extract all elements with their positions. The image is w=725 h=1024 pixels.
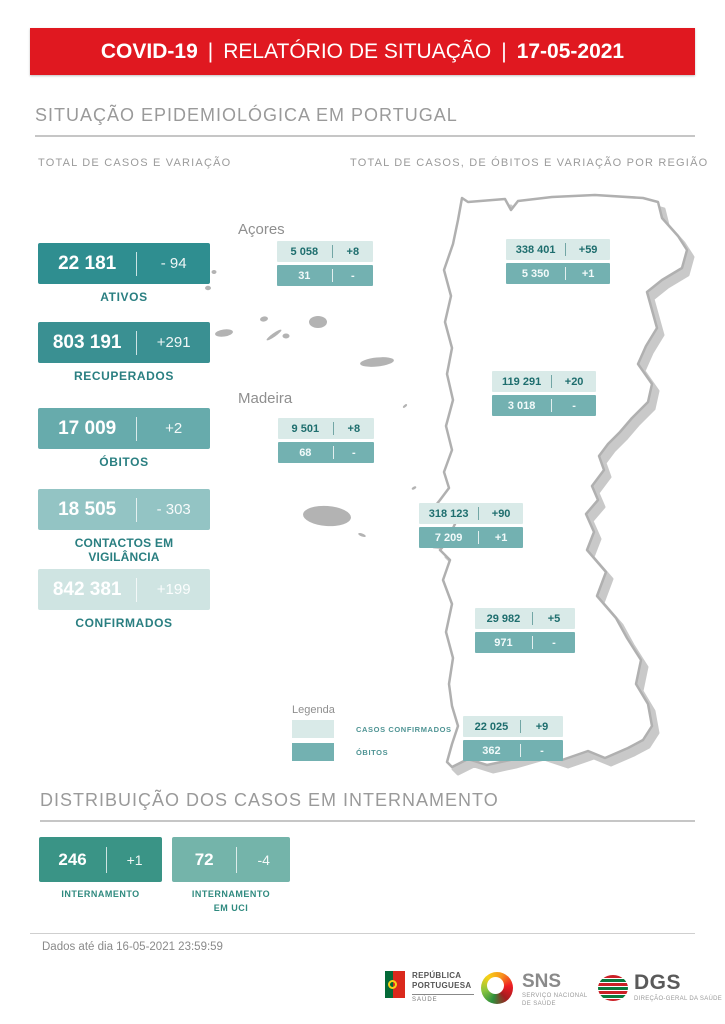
stat-label: CONFIRMADOS [75, 616, 173, 630]
stat-box [38, 569, 210, 610]
stat-variation: +1 [126, 851, 143, 868]
cases-value: 318 123 [428, 507, 469, 520]
stat-box [38, 322, 210, 363]
deaths-value: 3 018 [507, 399, 536, 412]
cases-variation: +90 [491, 507, 511, 520]
sns-sub [522, 993, 588, 1009]
cases-value: 338 401 [515, 243, 556, 256]
stat-label: ATIVOS [100, 290, 148, 304]
cases-variation: +8 [347, 422, 361, 435]
deaths-variation: - [540, 744, 544, 757]
totals-subtitle: TOTAL DE CASOS E VARIAÇÃO [38, 157, 232, 169]
report-title-banner [30, 28, 695, 75]
region-deaths-row [463, 740, 563, 761]
stat-box [39, 837, 162, 882]
deaths-value: 971 [494, 636, 513, 649]
stat-variation: +2 [165, 420, 183, 437]
region-deaths-row [492, 395, 596, 416]
sns-logo-text [522, 972, 588, 1009]
data-cutoff-note: Dados até dia 16-05-2021 23:59:59 [42, 941, 223, 953]
region-deaths-row [419, 527, 523, 548]
region-deaths-row [278, 442, 374, 463]
region-stats-alentejo [475, 608, 575, 656]
sns-sub-line1: SERVIÇO NACIONAL [522, 993, 588, 999]
deaths-variation: - [351, 446, 356, 459]
dgs-title: DGS [634, 971, 682, 994]
stat-label: ÓBITOS [99, 455, 149, 469]
cases-value: 22 025 [474, 720, 509, 733]
stat-internamento-uci [172, 837, 290, 915]
stat-label: CONTACTOS EM VIGILÂNCIA [74, 536, 174, 564]
cases-variation: +9 [535, 720, 549, 733]
deaths-variation: - [350, 269, 355, 282]
deaths-value: 68 [299, 446, 312, 459]
republica-sub: SAÚDE [412, 997, 438, 1003]
republica-logo-text [412, 971, 474, 1005]
deaths-variation: +1 [494, 531, 508, 544]
deaths-value: 362 [482, 744, 501, 757]
region-stats-centro [492, 371, 596, 419]
stat-label: RECUPERADOS [74, 369, 174, 383]
deaths-variation: - [572, 399, 576, 412]
sns-circle-icon [481, 972, 513, 1004]
banner-separator: | [501, 39, 507, 63]
stat-obitos [38, 408, 210, 469]
stat-value: 18 505 [58, 498, 117, 520]
region-cases-row [506, 239, 610, 260]
stat-value: 803 191 [52, 331, 122, 353]
dgs-logo [598, 972, 722, 1002]
confirmed-swatch-icon [292, 720, 334, 738]
stat-variation: -4 [257, 851, 270, 868]
stat-ativos [38, 243, 210, 304]
madeira-islands [302, 486, 416, 538]
stat-value: 246 [58, 849, 87, 869]
region-stats-algarve [463, 716, 563, 764]
azores-islands [205, 270, 408, 409]
stat-variation: - 94 [160, 255, 187, 272]
region-cases-row [278, 418, 374, 439]
legend-row-deaths [292, 743, 452, 761]
dgs-sub: DIREÇÃO-GERAL DA SAÚDE [634, 996, 723, 1002]
dgs-logo-text [634, 972, 722, 1002]
epidemiological-section-title: SITUAÇÃO EPIDEMIOLÓGICA EM PORTUGAL [35, 105, 695, 137]
region-deaths-row [475, 632, 575, 653]
cases-variation: +5 [547, 612, 561, 625]
region-cases-row [463, 716, 563, 737]
region-cases-row [475, 608, 575, 629]
portugal-flag-icon [385, 971, 405, 998]
stat-value: 22 181 [58, 252, 117, 274]
cases-value: 29 982 [486, 612, 521, 625]
dgs-emblem-icon [598, 975, 628, 1001]
legend-confirmed-label: CASOS CONFIRMADOS [356, 724, 452, 734]
logo-rule [412, 994, 474, 995]
republica-portuguesa-logo [385, 971, 474, 1005]
stat-box [38, 243, 210, 284]
stat-confirmados [38, 569, 210, 630]
legend-title: Legenda [292, 704, 335, 716]
stat-internamento [39, 837, 162, 902]
sns-sub-line2: DE SAÚDE [522, 1000, 556, 1007]
cases-variation: +20 [564, 375, 584, 388]
sns-logo [481, 972, 588, 1009]
azores-label: Açores [238, 221, 285, 238]
report-app-name: COVID-19 [100, 39, 198, 63]
stat-box [172, 837, 290, 882]
banner-separator: | [207, 39, 214, 63]
stat-contactos-vigilancia [38, 489, 210, 564]
region-cases-row [277, 241, 373, 262]
deaths-swatch-icon [292, 743, 334, 761]
map-legend [292, 704, 452, 766]
report-date: 17-05-2021 [516, 39, 625, 63]
regions-subtitle: TOTAL DE CASOS, DE ÓBITOS E VARIAÇÃO POR REGIÃO [350, 157, 709, 169]
region-cases-row [419, 503, 523, 524]
region-deaths-row [277, 265, 373, 286]
stat-label-line2: EM UCI [213, 902, 249, 913]
report-title: RELATÓRIO DE SITUAÇÃO [223, 39, 492, 63]
cases-value: 9 501 [291, 422, 320, 435]
cases-value: 119 291 [502, 375, 542, 388]
legend-deaths-label: ÓBITOS [356, 747, 389, 757]
stat-value: 842 381 [52, 578, 122, 600]
portugal-map [200, 188, 705, 778]
region-stats-norte [506, 239, 610, 287]
region-stats-madeira [278, 418, 374, 466]
deaths-variation: - [552, 636, 556, 649]
region-stats-acores [277, 241, 373, 289]
stat-value: 72 [194, 849, 214, 869]
stat-variation: +199 [156, 581, 191, 598]
legend-row-confirmed [292, 720, 452, 738]
stat-variation: +291 [156, 334, 191, 351]
region-stats-lisboa-vale-tejo [419, 503, 523, 551]
region-deaths-row [506, 263, 610, 284]
stat-label: INTERNAMENTO [61, 889, 140, 899]
cases-variation: +8 [346, 245, 360, 258]
madeira-label: Madeira [238, 390, 293, 407]
stat-value: 17 009 [58, 417, 117, 439]
deaths-value: 5 350 [521, 267, 550, 280]
stat-label-line1: INTERNAMENTO [191, 889, 271, 899]
stat-variation: - 303 [156, 501, 191, 518]
cases-value: 5 058 [290, 245, 319, 258]
cases-variation: +59 [578, 243, 598, 256]
sns-title: SNS [522, 971, 562, 992]
footer-divider [30, 933, 695, 934]
deaths-value: 7 209 [434, 531, 463, 544]
republica-line1: REPÚBLICA [412, 971, 462, 980]
stat-recuperados [38, 322, 210, 383]
deaths-value: 31 [298, 269, 311, 282]
stat-box [38, 408, 210, 449]
republica-line2: PORTUGUESA [412, 981, 472, 990]
stat-box [38, 489, 210, 530]
region-cases-row [492, 371, 596, 392]
stat-label [172, 888, 290, 915]
deaths-variation: +1 [581, 267, 595, 280]
internment-section-title: DISTRIBUIÇÃO DOS CASOS EM INTERNAMENTO [40, 790, 695, 822]
